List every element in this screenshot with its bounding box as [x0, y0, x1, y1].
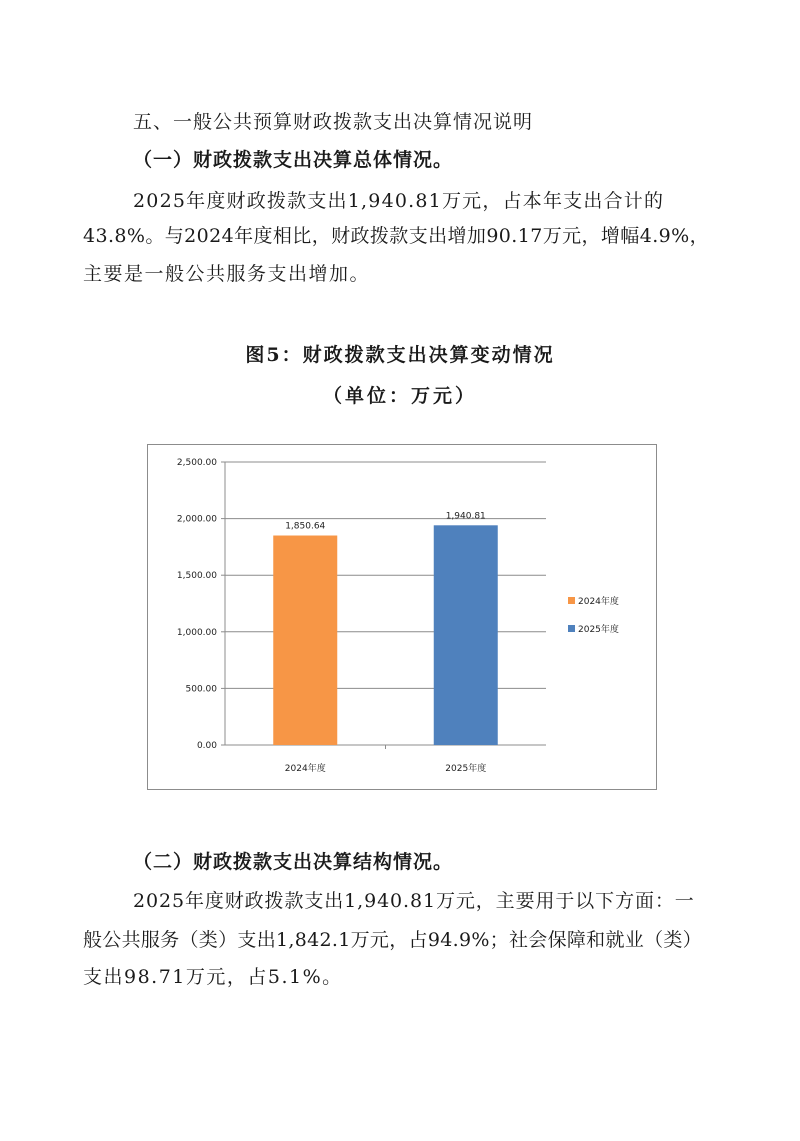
figure-title: 图5：财政拨款支出决算变动情况: [245, 344, 555, 366]
y-tick-label: 1,500.00: [176, 571, 217, 582]
subsection-1-heading: （一）财政拨款支出决算总体情况。: [133, 149, 454, 171]
bar-chart: [147, 444, 657, 790]
x-tick-label: 2025年度: [445, 764, 487, 774]
paragraph-2-line-3: 支出98.71万元，占5.1%。: [83, 966, 343, 988]
legend-swatch: [568, 625, 575, 632]
paragraph-2-line-1: 2025年度财政拨款支出1,940.81万元，主要用于以下方面：一: [133, 890, 695, 912]
y-tick-label: 1,000.00: [176, 627, 217, 638]
legend-label: 2024年度: [578, 597, 619, 607]
x-tick-label: 2024年度: [284, 764, 326, 774]
legend-swatch: [568, 597, 575, 604]
bar-2025年度: [434, 525, 498, 745]
data-label: 1,940.81: [445, 511, 486, 522]
bar-chart-svg: [148, 445, 656, 789]
data-label: 1,850.64: [285, 521, 326, 532]
figure-unit: （单位：万元）: [322, 385, 477, 407]
paragraph-1-line-3: 主要是一般公共服务支出增加。: [83, 263, 371, 285]
paragraph-1-line-2: 43.8%。与2024年度相比，财政拨款支出增加90.17万元，增幅4.9%，: [83, 225, 709, 247]
paragraph-2-line-2: 般公共服务（类）支出1,842.1万元，占94.9%；社会保障和就业（类）: [83, 929, 702, 951]
y-tick-label: 2,500.00: [176, 458, 217, 468]
y-tick-label: 0.00: [196, 741, 217, 751]
paragraph-1-line-1: 2025年度财政拨款支出1,940.81万元，占本年支出合计的: [133, 190, 665, 212]
bar-2024年度: [273, 536, 337, 745]
y-tick-label: 500.00: [185, 684, 217, 695]
legend-label: 2025年度: [578, 625, 619, 635]
y-tick-label: 2,000.00: [176, 514, 217, 525]
subsection-2-heading: （二）财政拨款支出决算结构情况。: [133, 851, 454, 873]
section-heading: 五、一般公共预算财政拨款支出决算情况说明: [133, 111, 534, 133]
